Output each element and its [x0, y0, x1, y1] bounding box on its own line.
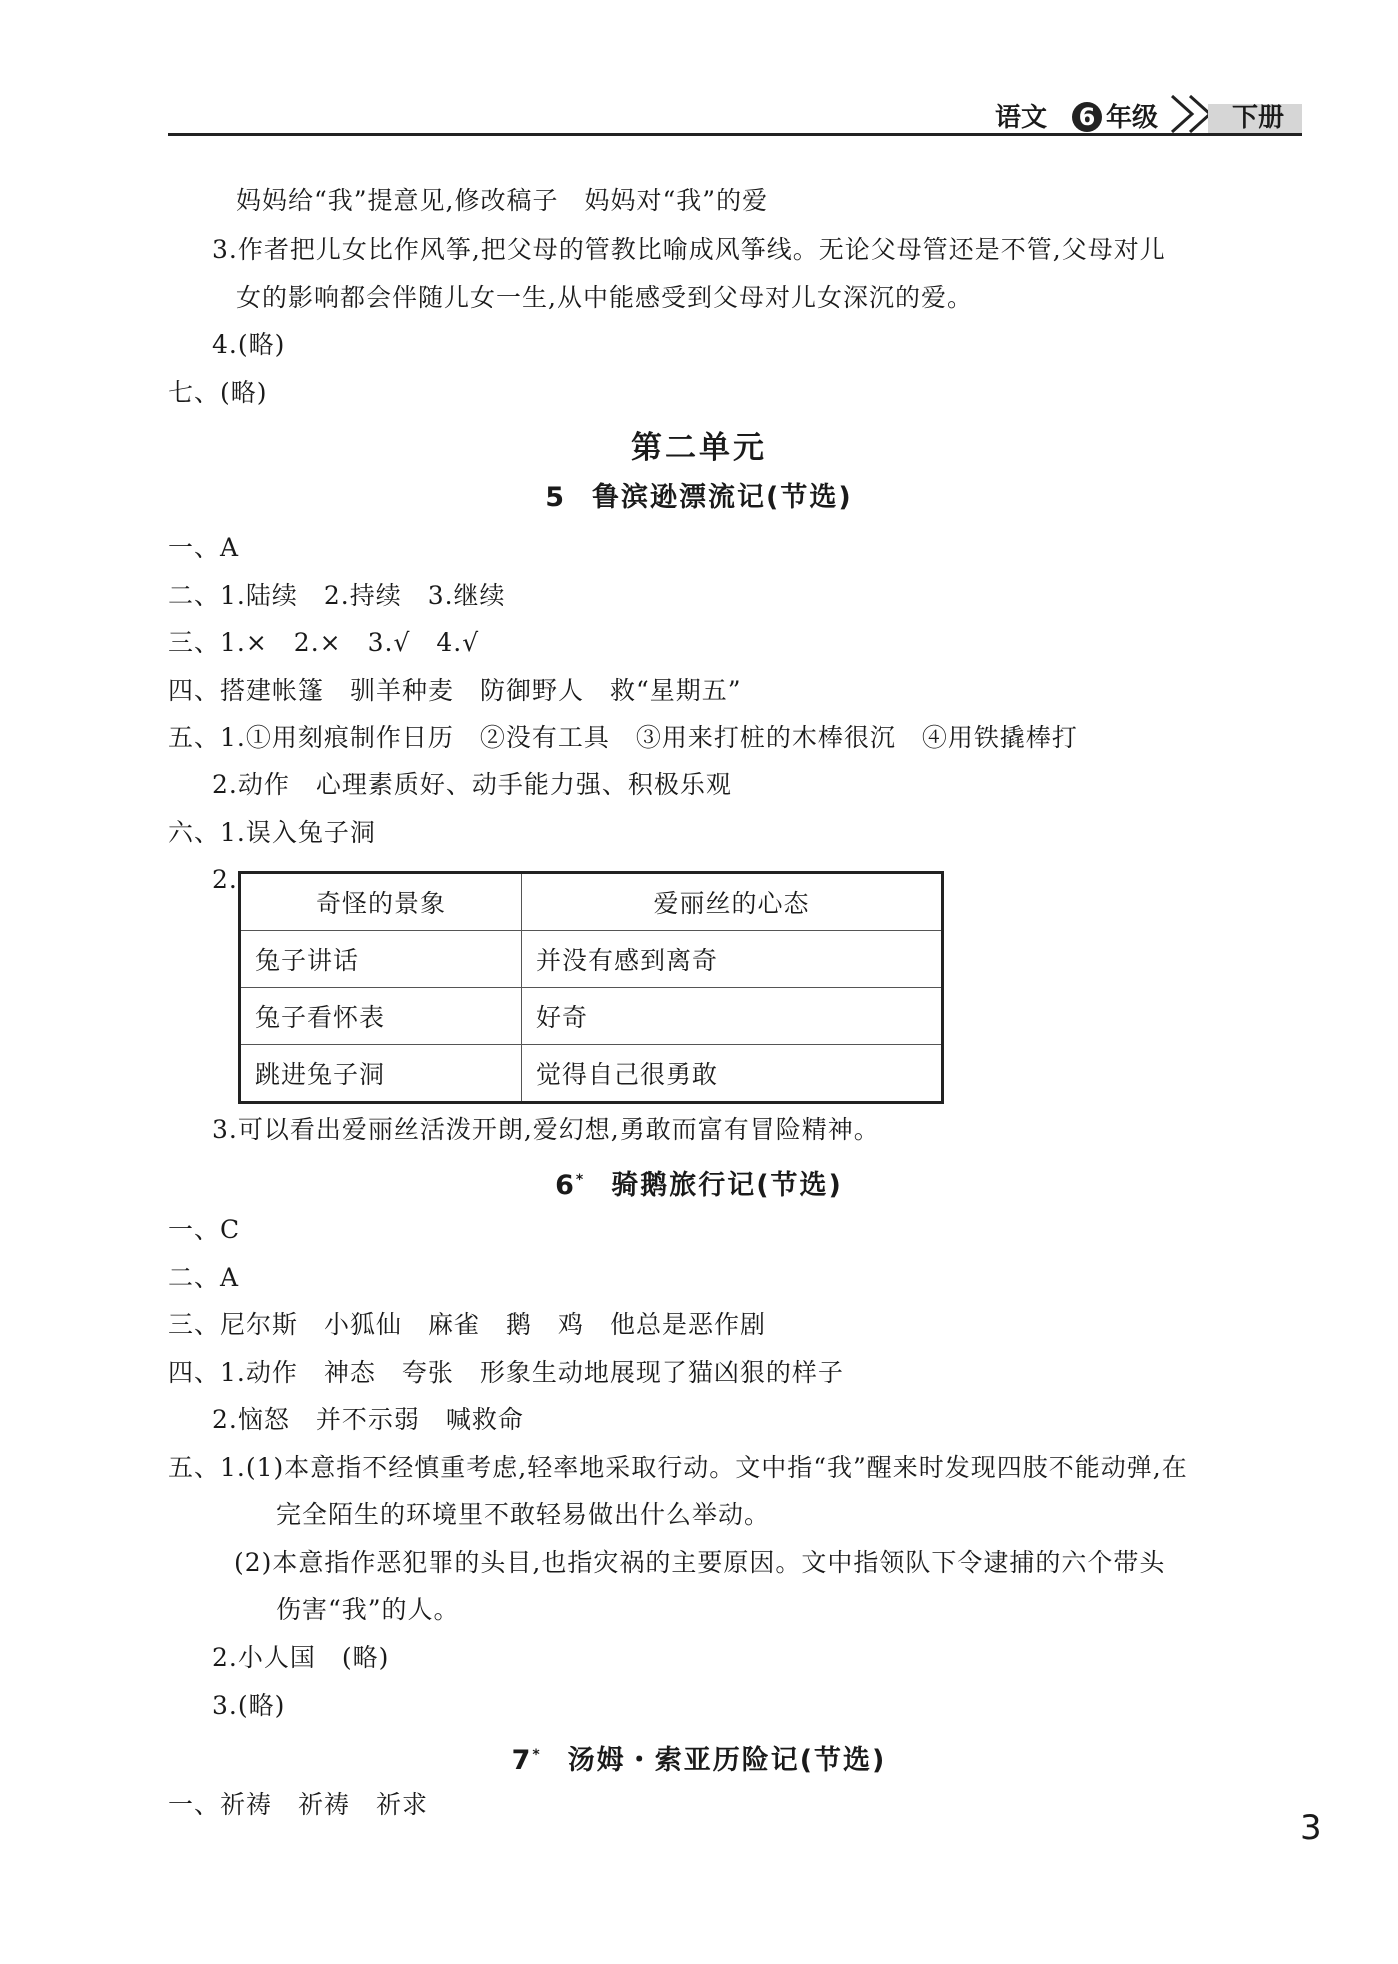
answer-line: 七、(略) [168, 378, 268, 407]
answer-line: 2.恼怒 并不示弱 喊救命 [212, 1405, 524, 1434]
page-number: 3 [1300, 1808, 1322, 1848]
header-grade-label: 年级 [1106, 103, 1159, 133]
table-header-cell: 爱丽丝的心态 [522, 873, 943, 931]
answer-line: 女的影响都会伴随儿女一生,从中能感受到父母对儿女深沉的爱。 [236, 283, 973, 312]
answer-line: 3.可以看出爱丽丝活泼开朗,爱幻想,勇敢而富有冒险精神。 [212, 1115, 880, 1144]
table-row [240, 988, 943, 1045]
answer-line: 2.动作 心理素质好、动手能力强、积极乐观 [212, 770, 732, 799]
answer-line: (2)本意指作恶犯罪的头目,也指灾祸的主要原因。文中指领队下令逮捕的六个带头 [234, 1548, 1166, 1577]
table-header-row [240, 873, 943, 931]
answer-line: 五、1.①用刻痕制作日历 ②没有工具 ③用来打桩的木棒很沉 ④用铁撬棒打 [168, 723, 1078, 752]
table-cell: 兔子讲话 [240, 931, 522, 988]
answer-line: 4.(略) [212, 330, 286, 359]
answer-line: 四、搭建帐篷 驯羊种麦 防御野人 救“星期五” [168, 676, 742, 705]
answer-line: 六、1.误入兔子洞 [168, 818, 376, 847]
header-subject: 语文 [995, 103, 1048, 133]
answer-line: 二、1.陆续 2.持续 3.继续 [168, 581, 506, 610]
answer-line: 一、祈祷 祈祷 祈求 [168, 1790, 429, 1819]
lesson-title: 7* 汤姆・索亚历险记(节选) [511, 1745, 887, 1776]
answer-line: 3.(略) [212, 1691, 286, 1720]
answer-line: 妈妈给“我”提意见,修改稿子 妈妈对“我”的爱 [236, 186, 769, 215]
answer-line: 一、A [168, 533, 240, 562]
header-rule [168, 133, 1302, 136]
answer-line: 一、C [168, 1215, 241, 1244]
table-cell: 觉得自己很勇敢 [522, 1045, 943, 1103]
answer-table [238, 871, 944, 1104]
lesson-title: 5 鲁滨逊漂流记(节选) [545, 482, 853, 513]
answer-line: 三、尼尔斯 小狐仙 麻雀 鹅 鸡 他总是恶作剧 [168, 1310, 767, 1339]
answer-line: 五、1.(1)本意指不经慎重考虑,轻率地采取行动。文中指“我”醒来时发现四肢不能动弹,在 [168, 1453, 1188, 1482]
table-row [240, 931, 943, 988]
answer-line: 伤害“我”的人。 [276, 1595, 460, 1624]
table-cell: 并没有感到离奇 [522, 931, 943, 988]
answer-line: 完全陌生的环境里不敢轻易做出什么举动。 [276, 1500, 771, 1529]
header-grade-badge: 6 [1072, 102, 1102, 132]
table-cell: 兔子看怀表 [240, 988, 522, 1045]
table-header-cell: 奇怪的景象 [240, 873, 522, 931]
table-row [240, 1045, 943, 1103]
table-cell: 跳进兔子洞 [240, 1045, 522, 1103]
answer-line: 四、1.动作 神态 夸张 形象生动地展现了猫凶狠的样子 [168, 1358, 844, 1387]
answer-line: 3.作者把儿女比作风筝,把父母的管教比喻成风筝线。无论父母管还是不管,父母对儿 [212, 235, 1166, 264]
lesson-title: 6* 骑鹅旅行记(节选) [555, 1170, 843, 1201]
answer-line: 三、1.× 2.× 3.√ 4.√ [168, 628, 480, 657]
header-volume: 下册 [1232, 103, 1285, 133]
answer-line: 二、A [168, 1263, 240, 1292]
answer-line: 2.小人国 (略) [212, 1643, 390, 1672]
table-cell: 好奇 [522, 988, 943, 1045]
answer-line: 2. [212, 865, 238, 894]
unit-title: 第二单元 [631, 430, 767, 466]
